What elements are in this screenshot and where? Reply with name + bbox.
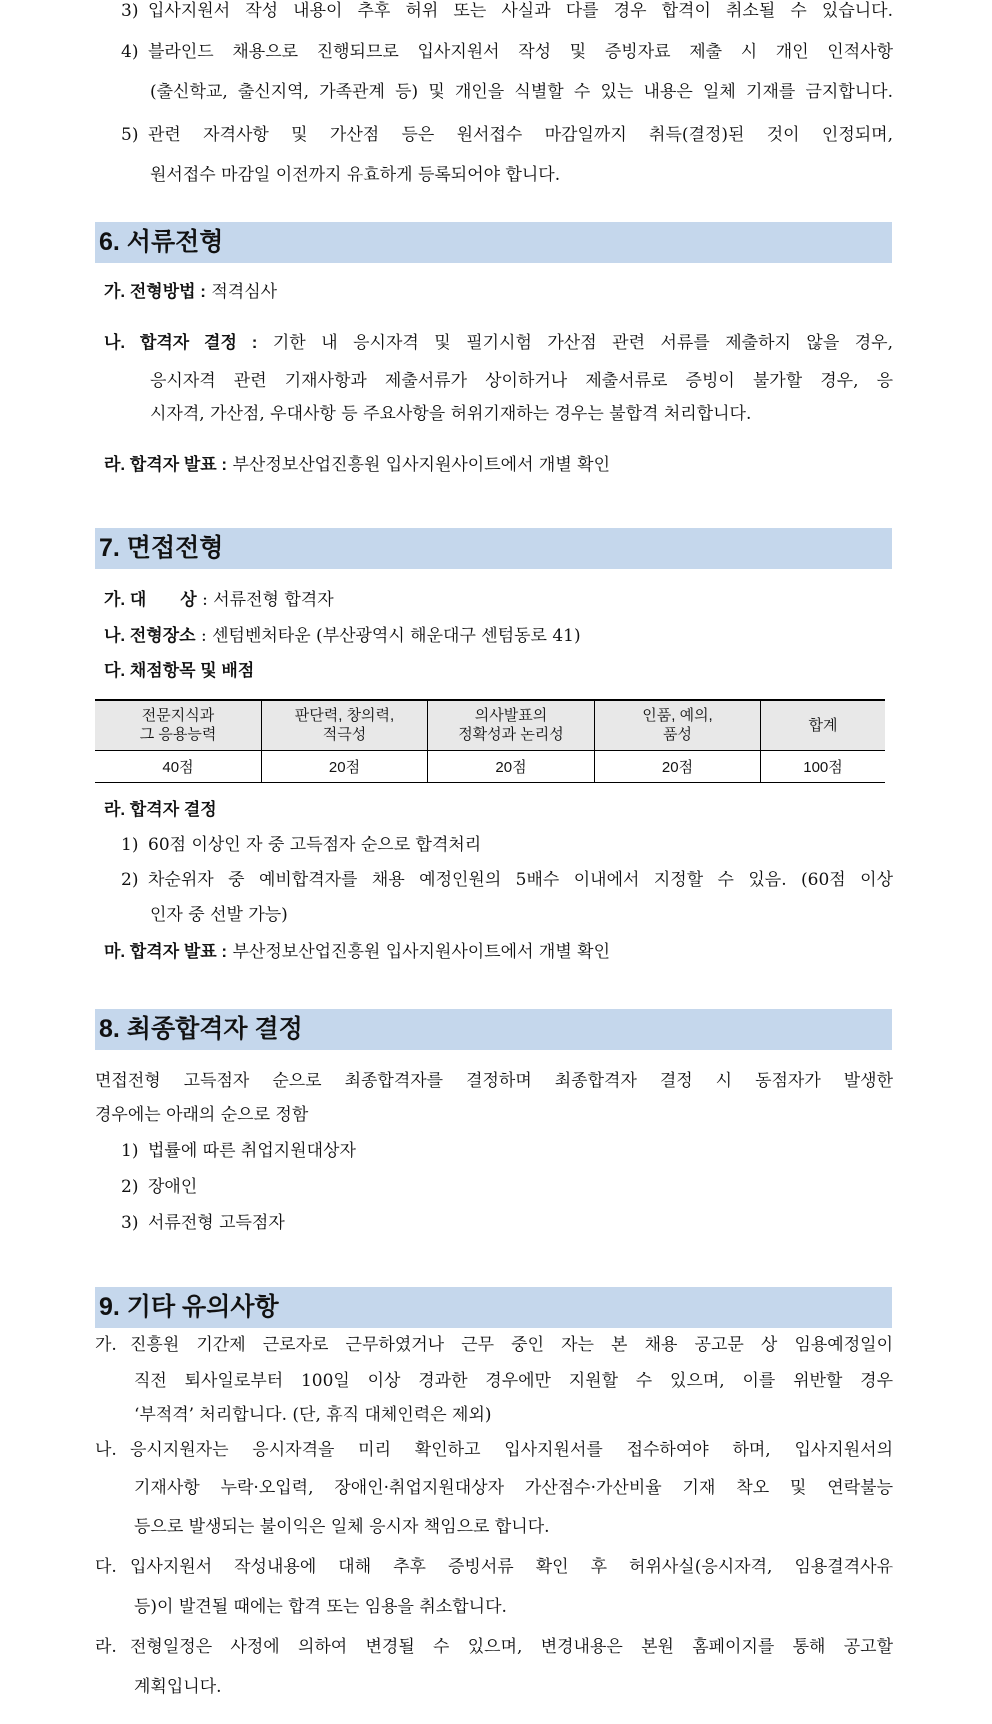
scoring-table: [95, 699, 885, 783]
s8-paragraph: 면접전형 고득점자 순으로 최종합격자를 결정하며 최종합격자 결정 시 동점자가 발생한: [95, 1071, 893, 1091]
value: : 센텀벤처타운 (부산광역시 해운대구 센텀동로 41): [200, 626, 581, 646]
list-text-cont: 원서접수 마감일 이전까지 유효하게 등록되어야 합니다.: [150, 165, 561, 185]
list-num: 3): [121, 1213, 139, 1233]
list-num: 2): [121, 1177, 139, 1197]
list-text: 등으로 발생되는 불이익은 일체 응시자 책임으로 합니다.: [134, 1517, 550, 1537]
label: 가. 전형방법 :: [104, 282, 206, 301]
value: 부산정보산업진흥원 입사지원사이트에서 개별 확인: [232, 942, 610, 962]
list-text: 입사지원서 작성내용에 대해 추후 증빙서류 확인 후 허위사실(응시자격, 임용결격사유: [130, 1557, 893, 1577]
s6-decision: [104, 328, 893, 358]
value: 부산정보산업진흥원 입사지원사이트에서 개별 확인: [232, 455, 610, 475]
s7-decision-label: 라. 합격자 결정: [104, 800, 217, 819]
list-label: 라.: [95, 1637, 117, 1657]
list-text: 관련 자격사항 및 가산점 등은 원서접수 마감일까지 취득(결정)된 것이 인정되며,: [148, 125, 893, 145]
table-cell: 20점: [428, 750, 595, 782]
table-cell: 20점: [595, 750, 761, 782]
section-7-heading: 7. 면접전형: [95, 528, 892, 569]
list-text: 60점 이상인 자 중 고득점자 순으로 합격처리: [148, 835, 482, 855]
table-row: [95, 750, 885, 782]
list-text: 장애인: [148, 1177, 198, 1197]
list-text: 등)이 발견될 때에는 합격 또는 임용을 취소합니다.: [134, 1597, 507, 1617]
list-text: ‘부적격’ 처리합니다. (단, 휴직 대체인력은 제외): [134, 1405, 492, 1425]
list-text: 직전 퇴사일로부터 100일 이상 경과한 경우에만 지원할 수 있으며, 이를 위반할 경우: [134, 1371, 893, 1391]
label: 라. 합격자 발표 :: [104, 455, 228, 474]
list-label: 나.: [95, 1440, 117, 1460]
list-text-cont: (출신학교, 출신지역, 가족관계 등) 및 개인을 식별할 수 있는 내용은 일체 기재를 금지합니다.: [150, 82, 893, 102]
list-num: 1): [121, 1141, 139, 1161]
section-9-heading: 9. 기타 유의사항: [95, 1287, 892, 1328]
label: 마. 합격자 발표 :: [104, 942, 228, 961]
table-header: 의사발표의 정확성과 논리성: [428, 700, 595, 750]
s6-decision-cont: 시자격, 가산점, 우대사항 등 주요사항을 허위기재하는 경우는 불합격 처리합니다.: [150, 404, 752, 424]
s6-method: [104, 277, 277, 307]
table-cell: 20점: [262, 750, 428, 782]
list-text: 진흥원 기간제 근로자로 근무하였거나 근무 중인 자는 본 채용 공고문 상 임용예정일이: [130, 1335, 893, 1355]
table-header: 전문지식과 그 응용능력: [95, 700, 262, 750]
list-num: 3): [121, 1, 139, 21]
label: 가. 대 상: [104, 590, 197, 609]
s7-location: [104, 621, 581, 651]
table-cell: 40점: [95, 750, 262, 782]
s7-announce: [104, 937, 610, 967]
s7-target: [104, 585, 334, 615]
table-header: 합계: [761, 700, 886, 750]
value: 기한 내 응시자격 및 필기시험 가산점 관련 서류를 제출하지 않을 경우,: [272, 333, 893, 353]
s7-scoring-label: 다. 채점항목 및 배점: [104, 661, 255, 680]
table-cell: 100점: [761, 750, 886, 782]
list-text: 계획입니다.: [134, 1677, 222, 1697]
list-label: 다.: [95, 1557, 117, 1577]
list-text: 법률에 따른 취업지원대상자: [148, 1141, 356, 1161]
list-text: 기재사항 누락·오입력, 장애인·취업지원대상자 가산점수·가산비율 기재 착오 및 연락불능: [134, 1478, 893, 1498]
list-label: 가.: [95, 1335, 117, 1355]
table-header: 인품, 예의, 품성: [595, 700, 761, 750]
table-header: 판단력, 창의력, 적극성: [262, 700, 428, 750]
s8-paragraph: 경우에는 아래의 순으로 정함: [95, 1105, 309, 1125]
s6-decision-cont: 응시자격 관련 기재사항과 제출서류가 상이하거나 제출서류로 증빙이 불가할 경우, 응: [150, 371, 893, 391]
list-text: 서류전형 고득점자: [148, 1213, 285, 1233]
list-num: 2): [121, 870, 139, 890]
table-header-row: [95, 700, 885, 750]
label: 나. 합격자 결정 :: [104, 333, 258, 352]
list-text: 입사지원서 작성 내용이 추후 허위 또는 사실과 다를 경우 합격이 취소될 수 있습니다.: [148, 1, 893, 21]
section-6-heading: 6. 서류전형: [95, 222, 892, 263]
list-text: 전형일정은 사정에 의하여 변경될 수 있으며, 변경내용은 본원 홈페이지를 통해 공고할: [130, 1637, 893, 1657]
value: : 서류전형 합격자: [202, 590, 334, 610]
list-num: 5): [121, 125, 139, 145]
s6-announce: [104, 450, 610, 480]
section-8-heading: 8. 최종합격자 결정: [95, 1009, 892, 1050]
list-text-cont: 인자 중 선발 가능): [150, 905, 288, 925]
label: 나. 전형장소: [104, 626, 196, 645]
value: 적격심사: [211, 282, 278, 302]
list-num: 4): [121, 42, 139, 62]
list-text: 차순위자 중 예비합격자를 채용 예정인원의 5배수 이내에서 지정할 수 있음. (60점 이상: [148, 870, 893, 890]
list-text: 블라인드 채용으로 진행되므로 입사지원서 작성 및 증빙자료 제출 시 개인 인적사항: [148, 42, 893, 62]
list-text: 응시지원자는 응시자격을 미리 확인하고 입사지원서를 접수하여야 하며, 입사지원서의: [130, 1440, 893, 1460]
list-num: 1): [121, 835, 139, 855]
